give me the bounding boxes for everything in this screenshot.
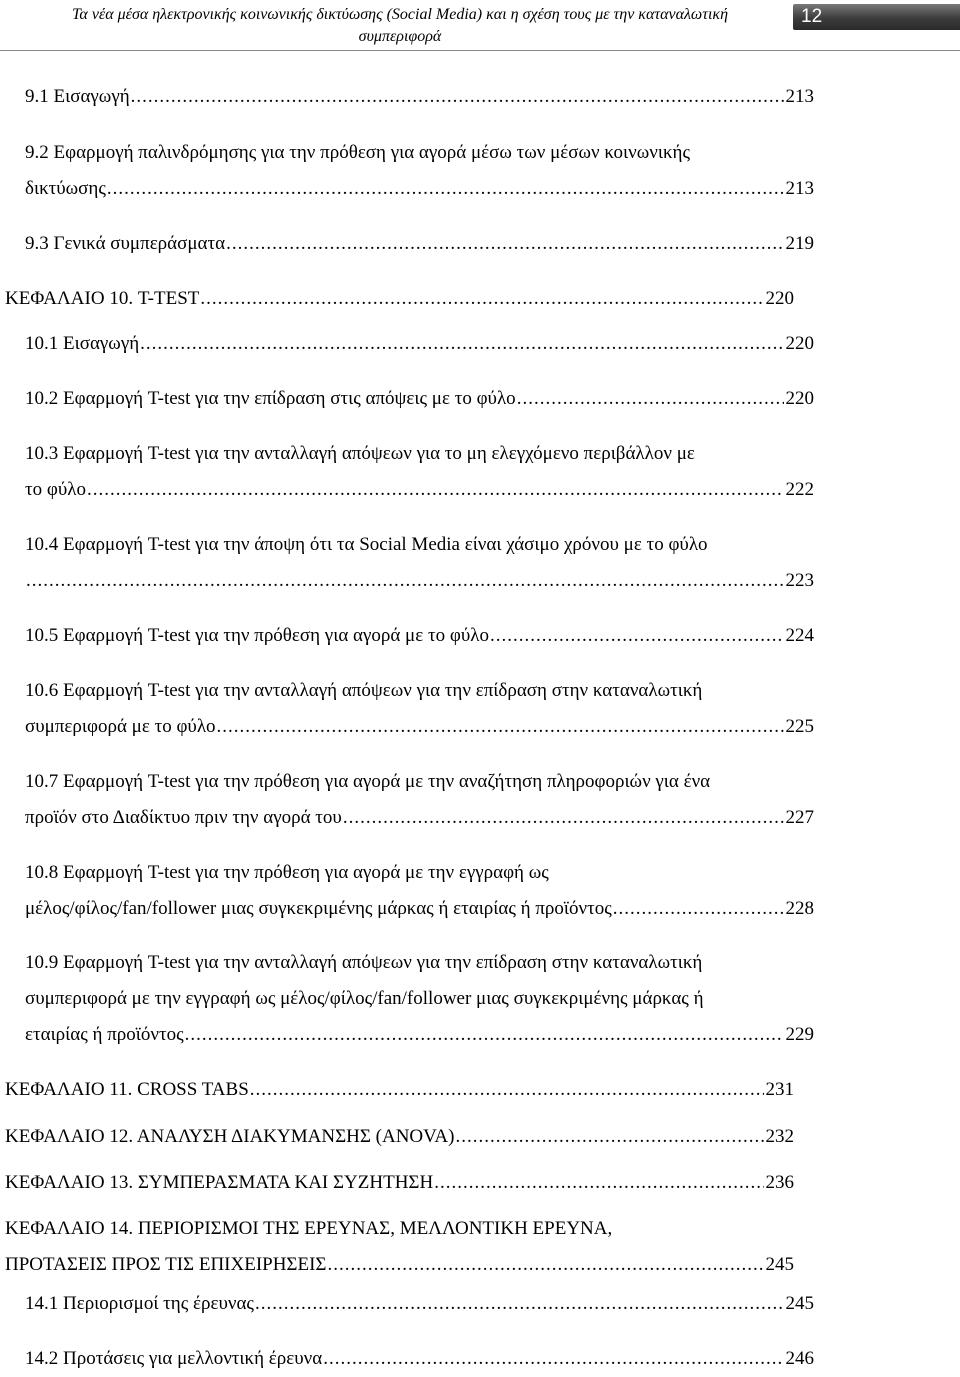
toc-dot-leader [250, 1072, 764, 1108]
toc-dot-leader [131, 79, 784, 115]
toc-dot-leader [140, 326, 783, 362]
toc-entry-page: 227 [785, 807, 814, 828]
toc-entry-text: συμπεριφορά με το φύλο [25, 716, 216, 737]
toc-entry-page: 245 [785, 1293, 814, 1314]
toc-dot-leader [323, 1341, 783, 1377]
toc-entry[interactable] [0, 326, 960, 362]
toc-dot-leader [26, 563, 784, 599]
toc-dot-leader [613, 891, 784, 927]
toc-entry-page: 231 [765, 1079, 794, 1100]
toc-entry-text: 10.2 Εφαρμογή T-test για την επίδραση στις απόψεις με το φύλο [25, 388, 516, 409]
toc-entry-page: 220 [785, 333, 814, 354]
toc-entry-text: 14.1 Περιορισμοί της έρευνας [25, 1293, 254, 1314]
toc-entry-page: 222 [785, 479, 814, 500]
toc-dot-leader [517, 381, 784, 417]
toc-entry-leader-line [25, 226, 814, 262]
toc-entry-leader-line [25, 618, 814, 654]
toc-entry-text: 10.5 Εφαρμογή T-test για την πρόθεση για αγορά με το φύλο [25, 625, 489, 646]
toc-entry[interactable] [0, 436, 960, 508]
toc-entry-text: το φύλο [25, 479, 86, 500]
toc-entry-page: 224 [785, 625, 814, 646]
toc-entry-page: 232 [765, 1126, 794, 1147]
toc-dot-leader [200, 281, 763, 317]
toc-entry-text: 10.8 Εφαρμογή T-test για την πρόθεση για αγορά με την εγγραφή ως [25, 862, 549, 883]
toc-dot-leader [185, 1017, 784, 1053]
toc-entry-leader-line [5, 1119, 794, 1155]
toc-entry-text: εταιρίας ή προϊόντος [25, 1024, 184, 1045]
toc-dot-leader [490, 618, 784, 654]
toc-entry-text: ΚΕΦΑΛΑΙΟ 13. ΣΥΜΠΕΡΑΣΜΑΤΑ ΚΑΙ ΣΥΖΗΤΗΣΗ [5, 1172, 434, 1193]
toc-entry-leader-line [5, 1247, 794, 1283]
toc-entry[interactable] [0, 527, 960, 599]
toc-entry-leader-line [5, 1072, 794, 1108]
toc-dot-leader [226, 226, 783, 262]
toc-entry-text: ΚΕΦΑΛΑΙΟ 10. T-TEST [5, 288, 200, 309]
toc-entry-page: 223 [785, 570, 814, 591]
toc-entry[interactable] [0, 1165, 960, 1201]
toc-dot-leader [255, 1286, 784, 1322]
toc-entry-text: 10.3 Εφαρμογή T-test για την ανταλλαγή απόψεων για το μη ελεγχόμενο περιβάλλον με [25, 443, 695, 464]
toc-entry-leader-line [25, 563, 814, 599]
toc-entry-page: 220 [765, 288, 794, 309]
toc-entry-text: 10.6 Εφαρμογή T-test για την ανταλλαγή απόψεων για την επίδραση στην καταναλωτική [25, 680, 703, 701]
toc-entry[interactable] [0, 1286, 960, 1322]
toc-entry-text: δικτύωσης [25, 178, 106, 199]
page-header [0, 0, 960, 56]
toc-dot-leader [217, 709, 784, 745]
toc-entry-leader-line [25, 1017, 814, 1053]
toc-entry-text: συμπεριφορά με την εγγραφή ως μέλος/φίλος/fan/follower μιας συγκεκριμένης μάρκας ή [25, 988, 704, 1009]
toc-entry-page: 225 [785, 716, 814, 737]
toc-entry-text: 9.2 Εφαρμογή παλινδρόμησης για την πρόθεση για αγορά μέσω των μέσων κοινωνικής [25, 142, 690, 163]
toc-entry[interactable] [0, 764, 960, 836]
toc-dot-leader [455, 1119, 763, 1155]
toc-entry-page: 213 [785, 178, 814, 199]
toc-entry-text: μέλος/φίλος/fan/follower μιας συγκεκριμένης μάρκας ή εταιρίας ή προϊόντος [25, 898, 612, 919]
toc-dot-leader [327, 1247, 763, 1283]
toc-entry-text: προϊόν στο Διαδίκτυο πριν την αγορά του [25, 807, 342, 828]
toc-entry-text: ΚΕΦΑΛΑΙΟ 11. CROSS TABS [5, 1079, 249, 1100]
toc-entry-page: 220 [785, 388, 814, 409]
toc-entry-leader-line [25, 1286, 814, 1322]
toc-entry[interactable] [0, 1211, 960, 1283]
toc-entry-leader-line [25, 472, 814, 508]
toc-entry[interactable] [0, 673, 960, 745]
toc-entry-leader-line [25, 326, 814, 362]
page-number: 12 [801, 6, 823, 27]
toc-entry[interactable] [0, 226, 960, 262]
toc-entry[interactable] [0, 1072, 960, 1108]
toc-entry-leader-line [5, 281, 794, 317]
toc-entry-text: 14.2 Προτάσεις για μελλοντική έρευνα [25, 1348, 323, 1369]
toc-entry-text: 10.1 Εισαγωγή [25, 333, 140, 354]
toc-entry-text: 9.3 Γενικά συμπεράσματα [25, 233, 226, 254]
toc-entry-text: ΚΕΦΑΛΑΙΟ 14. ΠΕΡΙΟΡΙΣΜΟΙ ΤΗΣ ΕΡΕΥΝΑΣ, ΜΕΛΛΟΝΤΙΚΗ ΕΡΕΥΝΑ, [5, 1218, 613, 1239]
toc-entry-text: ΠΡΟΤΑΣΕΙΣ ΠΡΟΣ ΤΙΣ ΕΠΙΧΕΙΡΗΣΕΙΣ [5, 1254, 327, 1275]
toc-entry[interactable] [0, 1341, 960, 1377]
toc-entry[interactable] [0, 381, 960, 417]
toc-entry-leader-line [25, 709, 814, 745]
toc-entry-page: 219 [785, 233, 814, 254]
header-divider [0, 50, 960, 51]
toc-dot-leader [434, 1165, 763, 1201]
toc-entry-leader-line [25, 171, 814, 207]
toc-entry[interactable] [0, 618, 960, 654]
toc-entry-text: 9.1 Εισαγωγή [25, 86, 130, 107]
toc-entry-leader-line [25, 1341, 814, 1377]
toc-entry[interactable] [0, 281, 960, 317]
toc-dot-leader [343, 800, 784, 836]
toc-entry-leader-line [25, 891, 814, 927]
running-header-line-2: συμπεριφορά [358, 28, 442, 45]
toc-dot-leader [107, 171, 784, 207]
running-header-title [20, 4, 780, 48]
running-header-line-1: Τα νέα μέσα ηλεκτρονικής κοινωνικής δικτύωσης (Social Media) και η σχέση τους με την καταναλωτική [71, 6, 729, 23]
page-number-badge [793, 4, 960, 30]
toc-entry-page: 245 [765, 1254, 794, 1275]
toc-entry[interactable] [0, 855, 960, 927]
toc-entry-page: 236 [765, 1172, 794, 1193]
toc-entry[interactable] [0, 945, 960, 1053]
toc-entry[interactable] [0, 1119, 960, 1155]
toc-entry-page: 228 [785, 898, 814, 919]
toc-entry-text: 10.9 Εφαρμογή T-test για την ανταλλαγή απόψεων για την επίδραση στην καταναλωτική [25, 952, 703, 973]
toc-entry-text: 10.4 Εφαρμογή T-test για την άποψη ότι τα Social Media είναι χάσιμο χρόνου με το φύλο [25, 534, 708, 555]
toc-entry-leader-line [5, 1165, 794, 1201]
toc-entry-text: ΚΕΦΑΛΑΙΟ 12. ΑΝΑΛΥΣΗ ΔΙΑΚΥΜΑΝΣΗΣ (ANOVA) [5, 1126, 455, 1147]
toc-entry-leader-line [25, 381, 814, 417]
toc-entry-leader-line [25, 79, 814, 115]
toc-entry-page: 213 [785, 86, 814, 107]
toc-entry[interactable] [0, 79, 960, 115]
toc-entry[interactable] [0, 135, 960, 207]
toc-entry-text: 10.7 Εφαρμογή T-test για την πρόθεση για αγορά με την αναζήτηση πληροφοριών για ένα [25, 771, 711, 792]
toc-entry-page: 229 [785, 1024, 814, 1045]
toc-entry-page: 246 [785, 1348, 814, 1369]
toc-dot-leader [87, 472, 784, 508]
toc-entry-leader-line [25, 800, 814, 836]
